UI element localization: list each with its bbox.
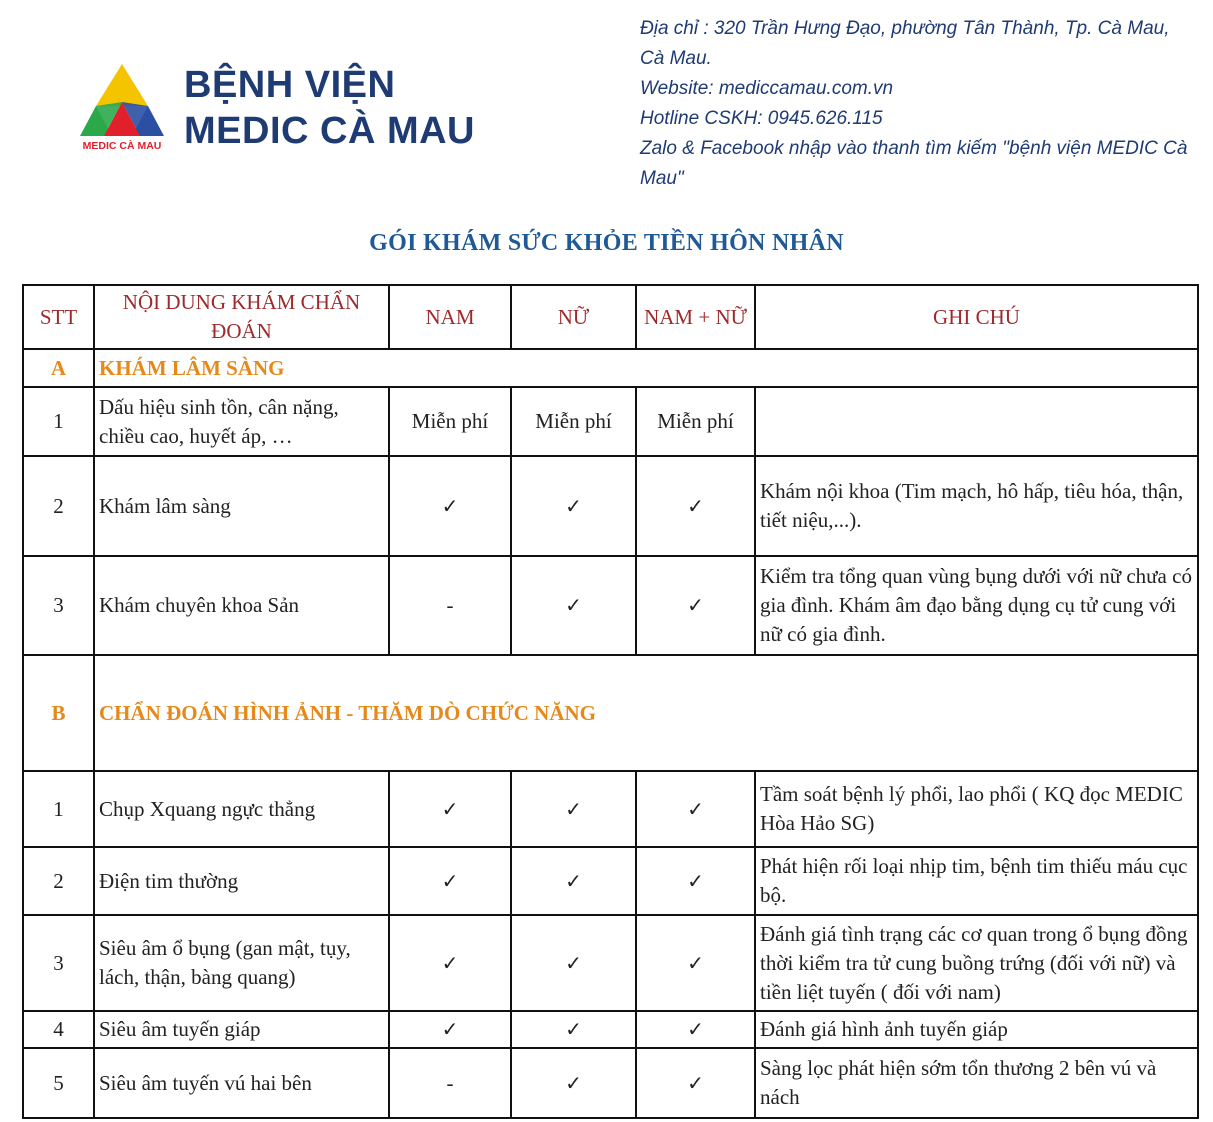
logo-caption: MEDIC CÀ MAU	[82, 140, 162, 152]
table-row	[23, 556, 1198, 655]
table-row	[23, 456, 1198, 556]
section-row	[23, 655, 1198, 771]
row-content: Siêu âm ổ bụng (gan mật, tụy, lách, thận, bàng quang)	[94, 915, 389, 1011]
row-note: Đánh giá hình ảnh tuyến giáp	[755, 1011, 1198, 1048]
table-row	[23, 1048, 1198, 1118]
table-row	[23, 847, 1198, 915]
row-nu-check-icon: ✓	[511, 1048, 636, 1118]
row-nam-check-icon: ✓	[389, 771, 511, 847]
section-letter: B	[23, 655, 94, 771]
row-note: Tầm soát bệnh lý phổi, lao phổi ( KQ đọc MEDIC Hòa Hảo SG)	[755, 771, 1198, 847]
row-stt: 3	[23, 915, 94, 1011]
row-nu-check-icon: ✓	[511, 915, 636, 1011]
row-stt: 3	[23, 556, 94, 655]
contact-info	[640, 14, 1200, 194]
row-nam-nu-check-icon: ✓	[636, 456, 755, 556]
contact-address-cont: Cà Mau.	[640, 48, 712, 69]
page-title: GÓI KHÁM SỨC KHỎE TIỀN HÔN NHÂN	[369, 230, 844, 256]
row-nam-check-icon: ✓	[389, 915, 511, 1011]
row-nam: Miễn phí	[389, 387, 511, 456]
hospital-logo	[76, 62, 168, 152]
row-nam-nu-check-icon: ✓	[636, 1048, 755, 1118]
table-row	[23, 1011, 1198, 1048]
table-header-row	[23, 285, 1198, 349]
logo-yellow-triangle	[96, 64, 148, 106]
row-note: Kiểm tra tổng quan vùng bụng dưới với nữ chưa có gia đình. Khám âm đạo bằng dụng cụ tử cung với nữ có gia đình.	[755, 556, 1198, 655]
row-content: Điện tim thường	[94, 847, 389, 915]
row-note: Đánh giá tình trạng các cơ quan trong ổ bụng đồng thời kiểm tra tử cung buồng trứng (đối với nữ) và tiền liệt tuyến ( đối với nam)	[755, 915, 1198, 1011]
row-nu: Miễn phí	[511, 387, 636, 456]
row-content: Dấu hiệu sinh tồn, cân nặng, chiều cao, huyết áp, …	[94, 387, 389, 456]
section-title: CHẨN ĐOÁN HÌNH ẢNH - THĂM DÒ CHỨC NĂNG	[94, 655, 1198, 771]
row-nam-nu: Miễn phí	[636, 387, 755, 456]
row-stt: 1	[23, 771, 94, 847]
row-content: Siêu âm tuyến vú hai bên	[94, 1048, 389, 1118]
row-stt: 2	[23, 847, 94, 915]
hospital-name-line1: BỆNH VIỆN	[184, 64, 396, 106]
contact-address: Địa chỉ : 320 Trần Hưng Đạo, phường Tân Thành, Tp. Cà Mau,	[640, 18, 1170, 39]
header-content: NỘI DUNG KHÁM CHẨN ĐOÁN	[94, 285, 389, 349]
row-note: Phát hiện rối loại nhịp tim, bệnh tim thiếu máu cục bộ.	[755, 847, 1198, 915]
section-row	[23, 349, 1198, 387]
row-nu-check-icon: ✓	[511, 771, 636, 847]
hospital-name-line2: MEDIC CÀ MAU	[184, 110, 475, 152]
row-nam-check-icon: ✓	[389, 847, 511, 915]
row-nu-check-icon: ✓	[511, 847, 636, 915]
row-stt: 4	[23, 1011, 94, 1048]
package-table	[22, 284, 1199, 1119]
header-nam-nu: NAM + NỮ	[636, 285, 755, 349]
row-nam-nu-check-icon: ✓	[636, 1011, 755, 1048]
row-nam-nu-check-icon: ✓	[636, 847, 755, 915]
row-note	[755, 387, 1198, 456]
section-title: KHÁM LÂM SÀNG	[94, 349, 1198, 387]
row-nam-nu-check-icon: ✓	[636, 771, 755, 847]
row-nu-check-icon: ✓	[511, 556, 636, 655]
row-nam: -	[389, 556, 511, 655]
row-content: Siêu âm tuyến giáp	[94, 1011, 389, 1048]
row-nam-check-icon: ✓	[389, 456, 511, 556]
section-letter: A	[23, 349, 94, 387]
row-stt: 5	[23, 1048, 94, 1118]
row-nam-check-icon: ✓	[389, 1011, 511, 1048]
row-content: Khám lâm sàng	[94, 456, 389, 556]
header-stt: STT	[23, 285, 94, 349]
header-note: GHI CHÚ	[755, 285, 1198, 349]
contact-social-cont: Mau"	[640, 168, 684, 189]
contact-website: Website: mediccamau.com.vn	[640, 78, 894, 99]
contact-hotline: Hotline CSKH: 0945.626.115	[640, 108, 883, 129]
table-row	[23, 915, 1198, 1011]
row-nu-check-icon: ✓	[511, 1011, 636, 1048]
hospital-name	[184, 62, 475, 154]
row-stt: 2	[23, 456, 94, 556]
contact-social: Zalo & Facebook nhập vào thanh tìm kiếm "bệnh viện MEDIC Cà	[640, 138, 1188, 159]
row-nam-nu-check-icon: ✓	[636, 556, 755, 655]
row-content: Chụp Xquang ngực thẳng	[94, 771, 389, 847]
row-nu-check-icon: ✓	[511, 456, 636, 556]
table-row	[23, 771, 1198, 847]
row-nam: -	[389, 1048, 511, 1118]
row-nam-nu-check-icon: ✓	[636, 915, 755, 1011]
row-note: Khám nội khoa (Tim mạch, hô hấp, tiêu hóa, thận, tiết niệu,...).	[755, 456, 1198, 556]
row-content: Khám chuyên khoa Sản	[94, 556, 389, 655]
row-note: Sàng lọc phát hiện sớm tổn thương 2 bên vú và nách	[755, 1048, 1198, 1118]
row-stt: 1	[23, 387, 94, 456]
table-row	[23, 387, 1198, 456]
header-nam: NAM	[389, 285, 511, 349]
header-nu: NỮ	[511, 285, 636, 349]
